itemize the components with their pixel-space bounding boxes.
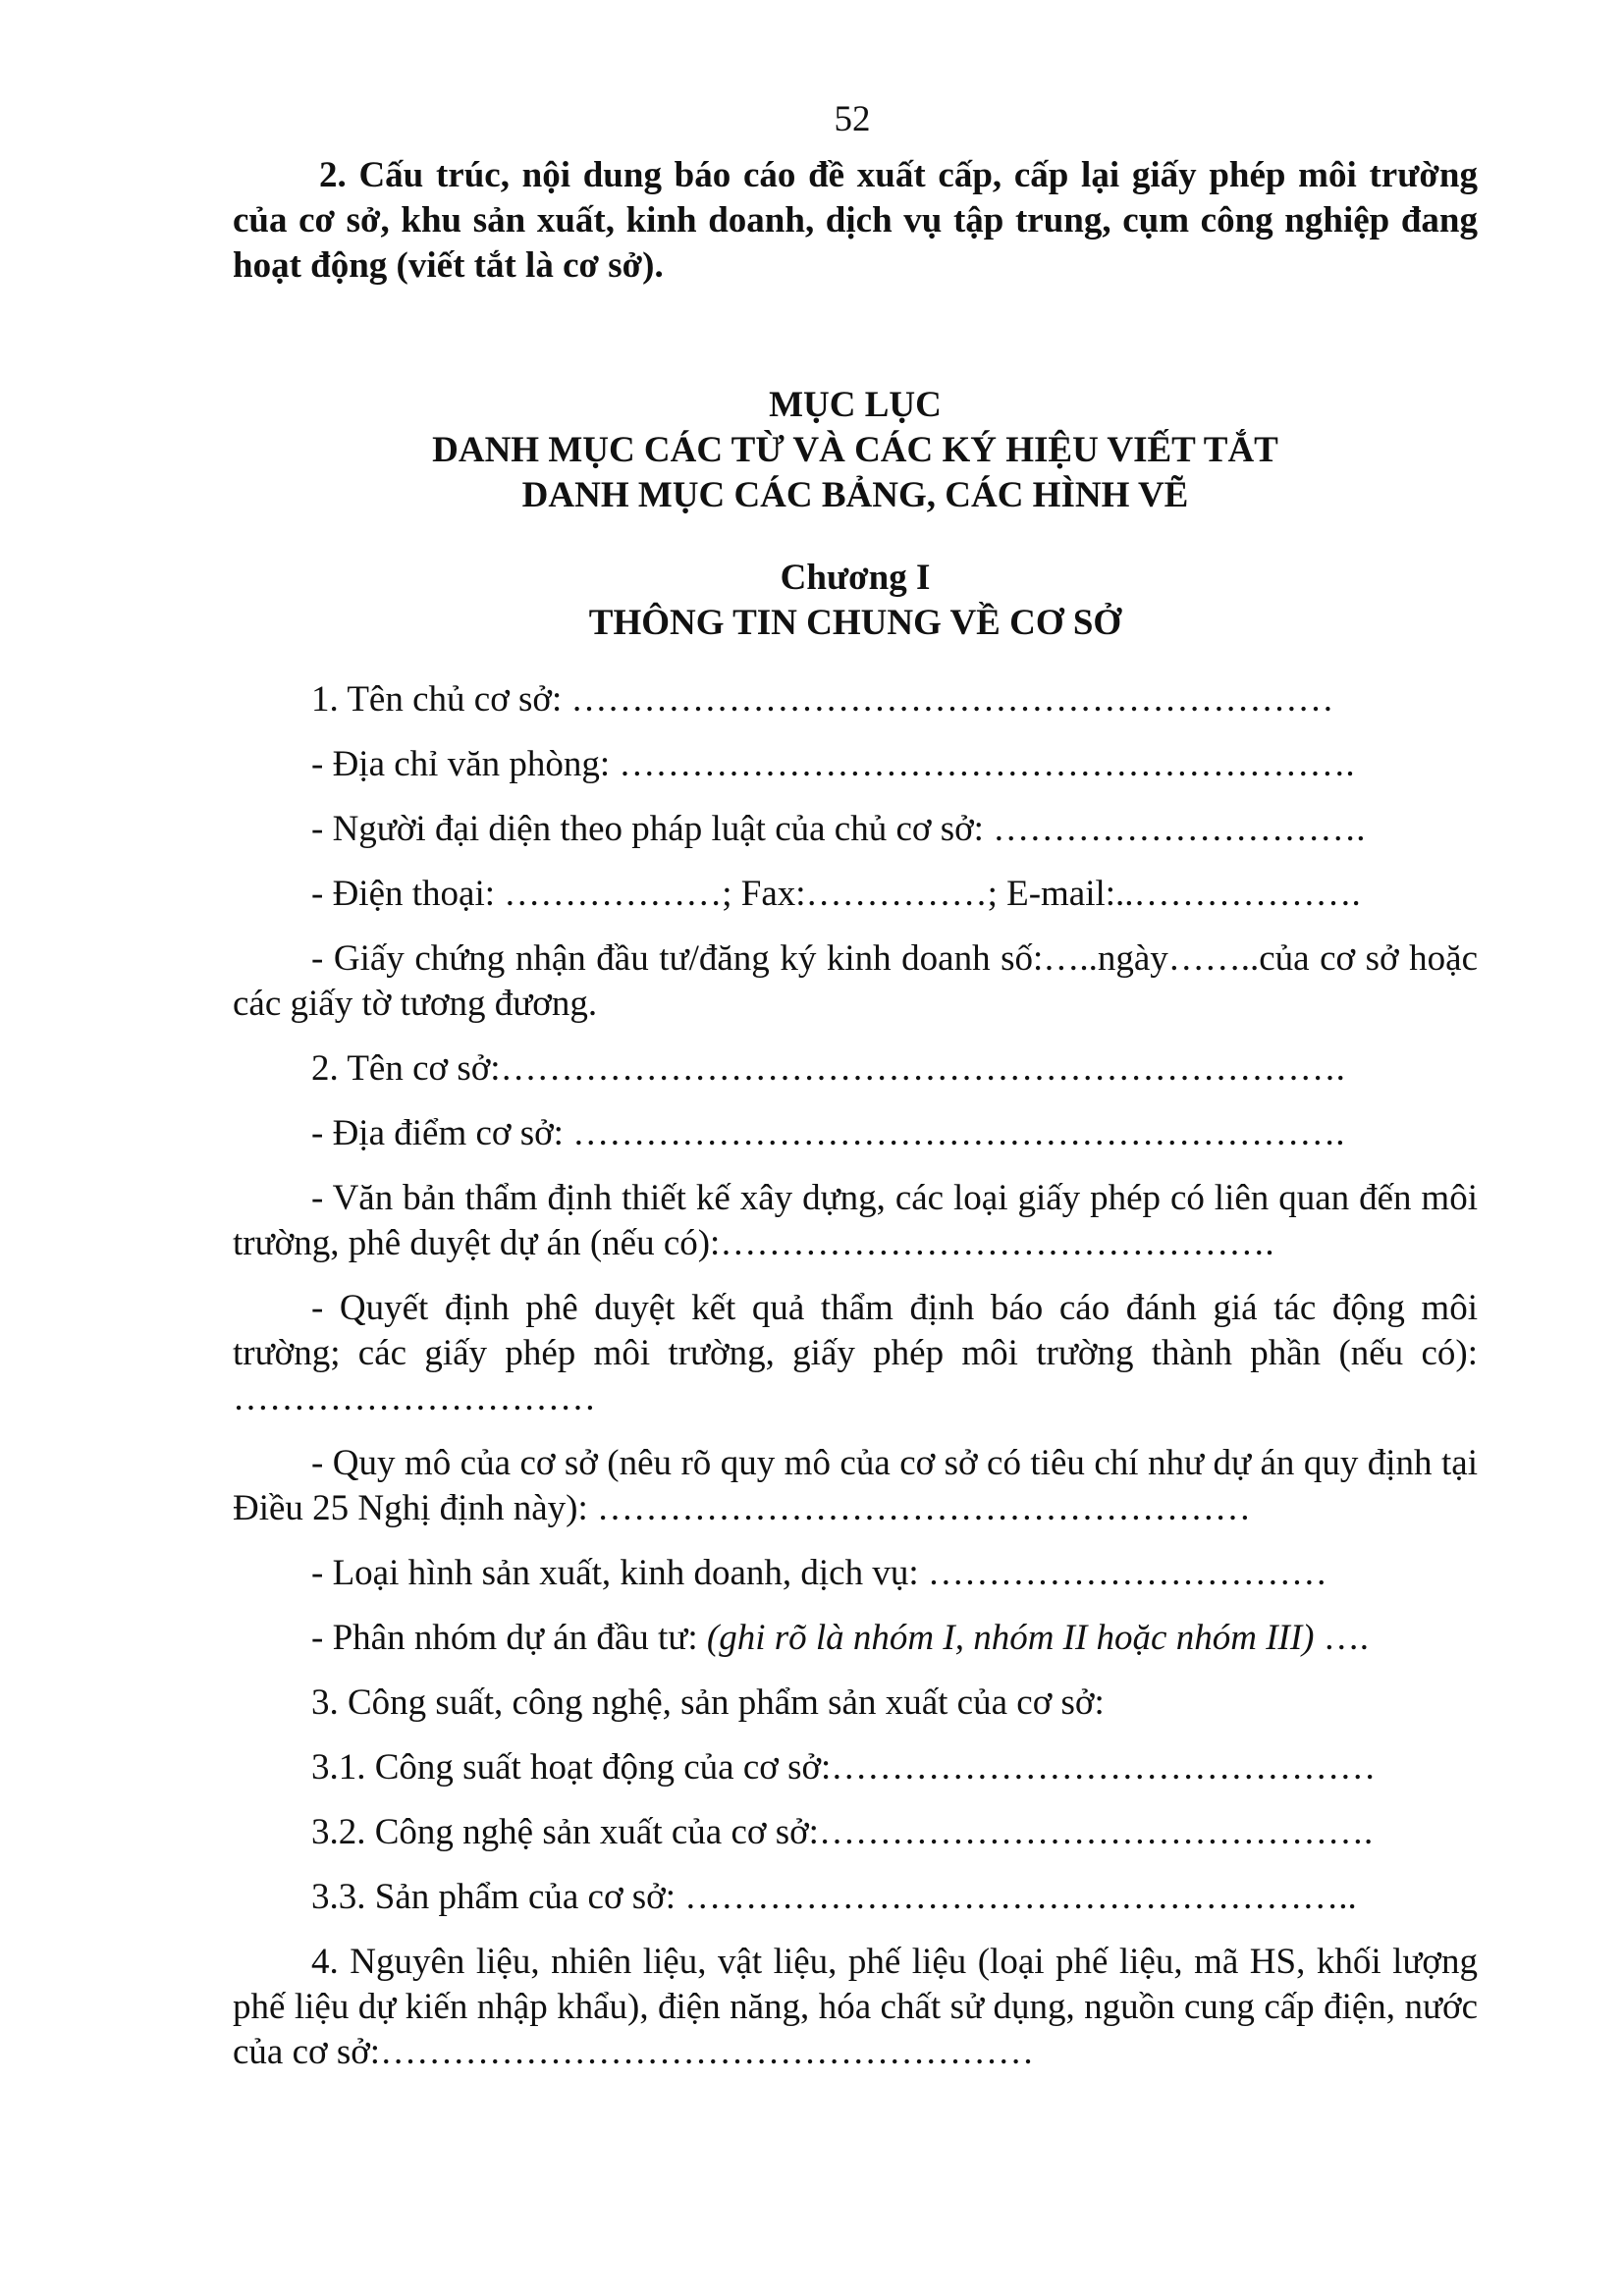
list-item: 4. Nguyên liệu, nhiên liệu, vật liệu, phế liệu (loại phế liệu, mã HS, khối lượng phế liệu dự kiến nhập khẩu), điện năng, hóa chất sử dụng, nguồn cung cấp điện, nước của cơ sở:……………………………………………… (233, 1942, 1478, 2072)
list-item: - Loại hình sản xuất, kinh doanh, dịch vụ: …………………………… (311, 1553, 1327, 1593)
chapter-items (233, 677, 1478, 2075)
chapter-number: Chương I (780, 558, 931, 598)
list-item: - Quy mô của cơ sở (nêu rõ quy mô của cơ sở có tiêu chí như dự án quy định tại Điều 25 Nghị định này): ……………………………………………… (233, 1443, 1478, 1528)
list-item: 1. Tên chủ cơ sở: ……………………………………………………… (311, 679, 1334, 720)
tables-figures-heading: DANH MỤC CÁC BẢNG, CÁC HÌNH VẼ (521, 475, 1189, 515)
list-item: - Giấy chứng nhận đầu tư/đăng ký kinh doanh số:…..ngày……..của cơ sở hoặc các giấy tờ tương đương. (233, 938, 1478, 1024)
section-intro-heading: 2. Cấu trúc, nội dung báo cáo đề xuất cấp, cấp lại giấy phép môi trường của cơ sở, khu sản xuất, kinh doanh, dịch vụ tập trung, cụm công nghiệp đang hoạt động (viết tắt là cơ sở). (233, 155, 1478, 286)
list-item: - Văn bản thẩm định thiết kế xây dựng, các loại giấy phép có liên quan đến môi trường, phê duyệt dự án (nếu có):………………………………………. (233, 1178, 1478, 1263)
chapter-title: THÔNG TIN CHUNG VỀ CƠ SỞ (588, 603, 1122, 643)
abbreviations-heading: DANH MỤC CÁC TỪ VÀ CÁC KÝ HIỆU VIẾT TẮT (432, 430, 1278, 470)
list-item: 3.2. Công nghệ sản xuất của cơ sở:………………………………………. (311, 1812, 1374, 1852)
item-prefix: - Phân nhóm dự án đầu tư: (311, 1618, 707, 1658)
item-suffix: …. (1314, 1618, 1369, 1658)
list-item: 3.1. Công suất hoạt động của cơ sở:……………………………………… (311, 1747, 1377, 1788)
list-item: - Địa điểm cơ sở: ………………………………………………………. (311, 1113, 1345, 1153)
list-item (233, 1616, 1478, 1661)
list-item: 3. Công suất, công nghệ, sản phẩm sản xuất của cơ sở: (311, 1682, 1105, 1723)
toc-heading: MỤC LỤC (769, 385, 942, 425)
table-of-contents-headings (233, 383, 1478, 518)
list-item: - Địa chỉ văn phòng: ……………………………………………………. (311, 744, 1355, 784)
list-item: 3.3. Sản phẩm của cơ sở: ……………………………………………….. (311, 1877, 1357, 1917)
page-number: 52 (834, 99, 871, 139)
chapter-heading (233, 556, 1478, 646)
list-item: 2. Tên cơ sở:……………………………………………………………. (311, 1048, 1345, 1089)
list-item: - Quyết định phê duyệt kết quả thẩm định báo cáo đánh giá tác động môi trường; các giấy phép môi trường, giấy phép môi trường thành phần (nếu có): ………………………… (233, 1288, 1478, 1418)
document-content (233, 153, 1478, 2095)
item-italic-note: (ghi rõ là nhóm I, nhóm II hoặc nhóm III) (706, 1618, 1315, 1658)
list-item: - Điện thoại: ………………; Fax:……………; E-mail:..………………. (311, 874, 1361, 914)
list-item: - Người đại diện theo pháp luật của chủ cơ sở: …………………………. (311, 809, 1366, 849)
